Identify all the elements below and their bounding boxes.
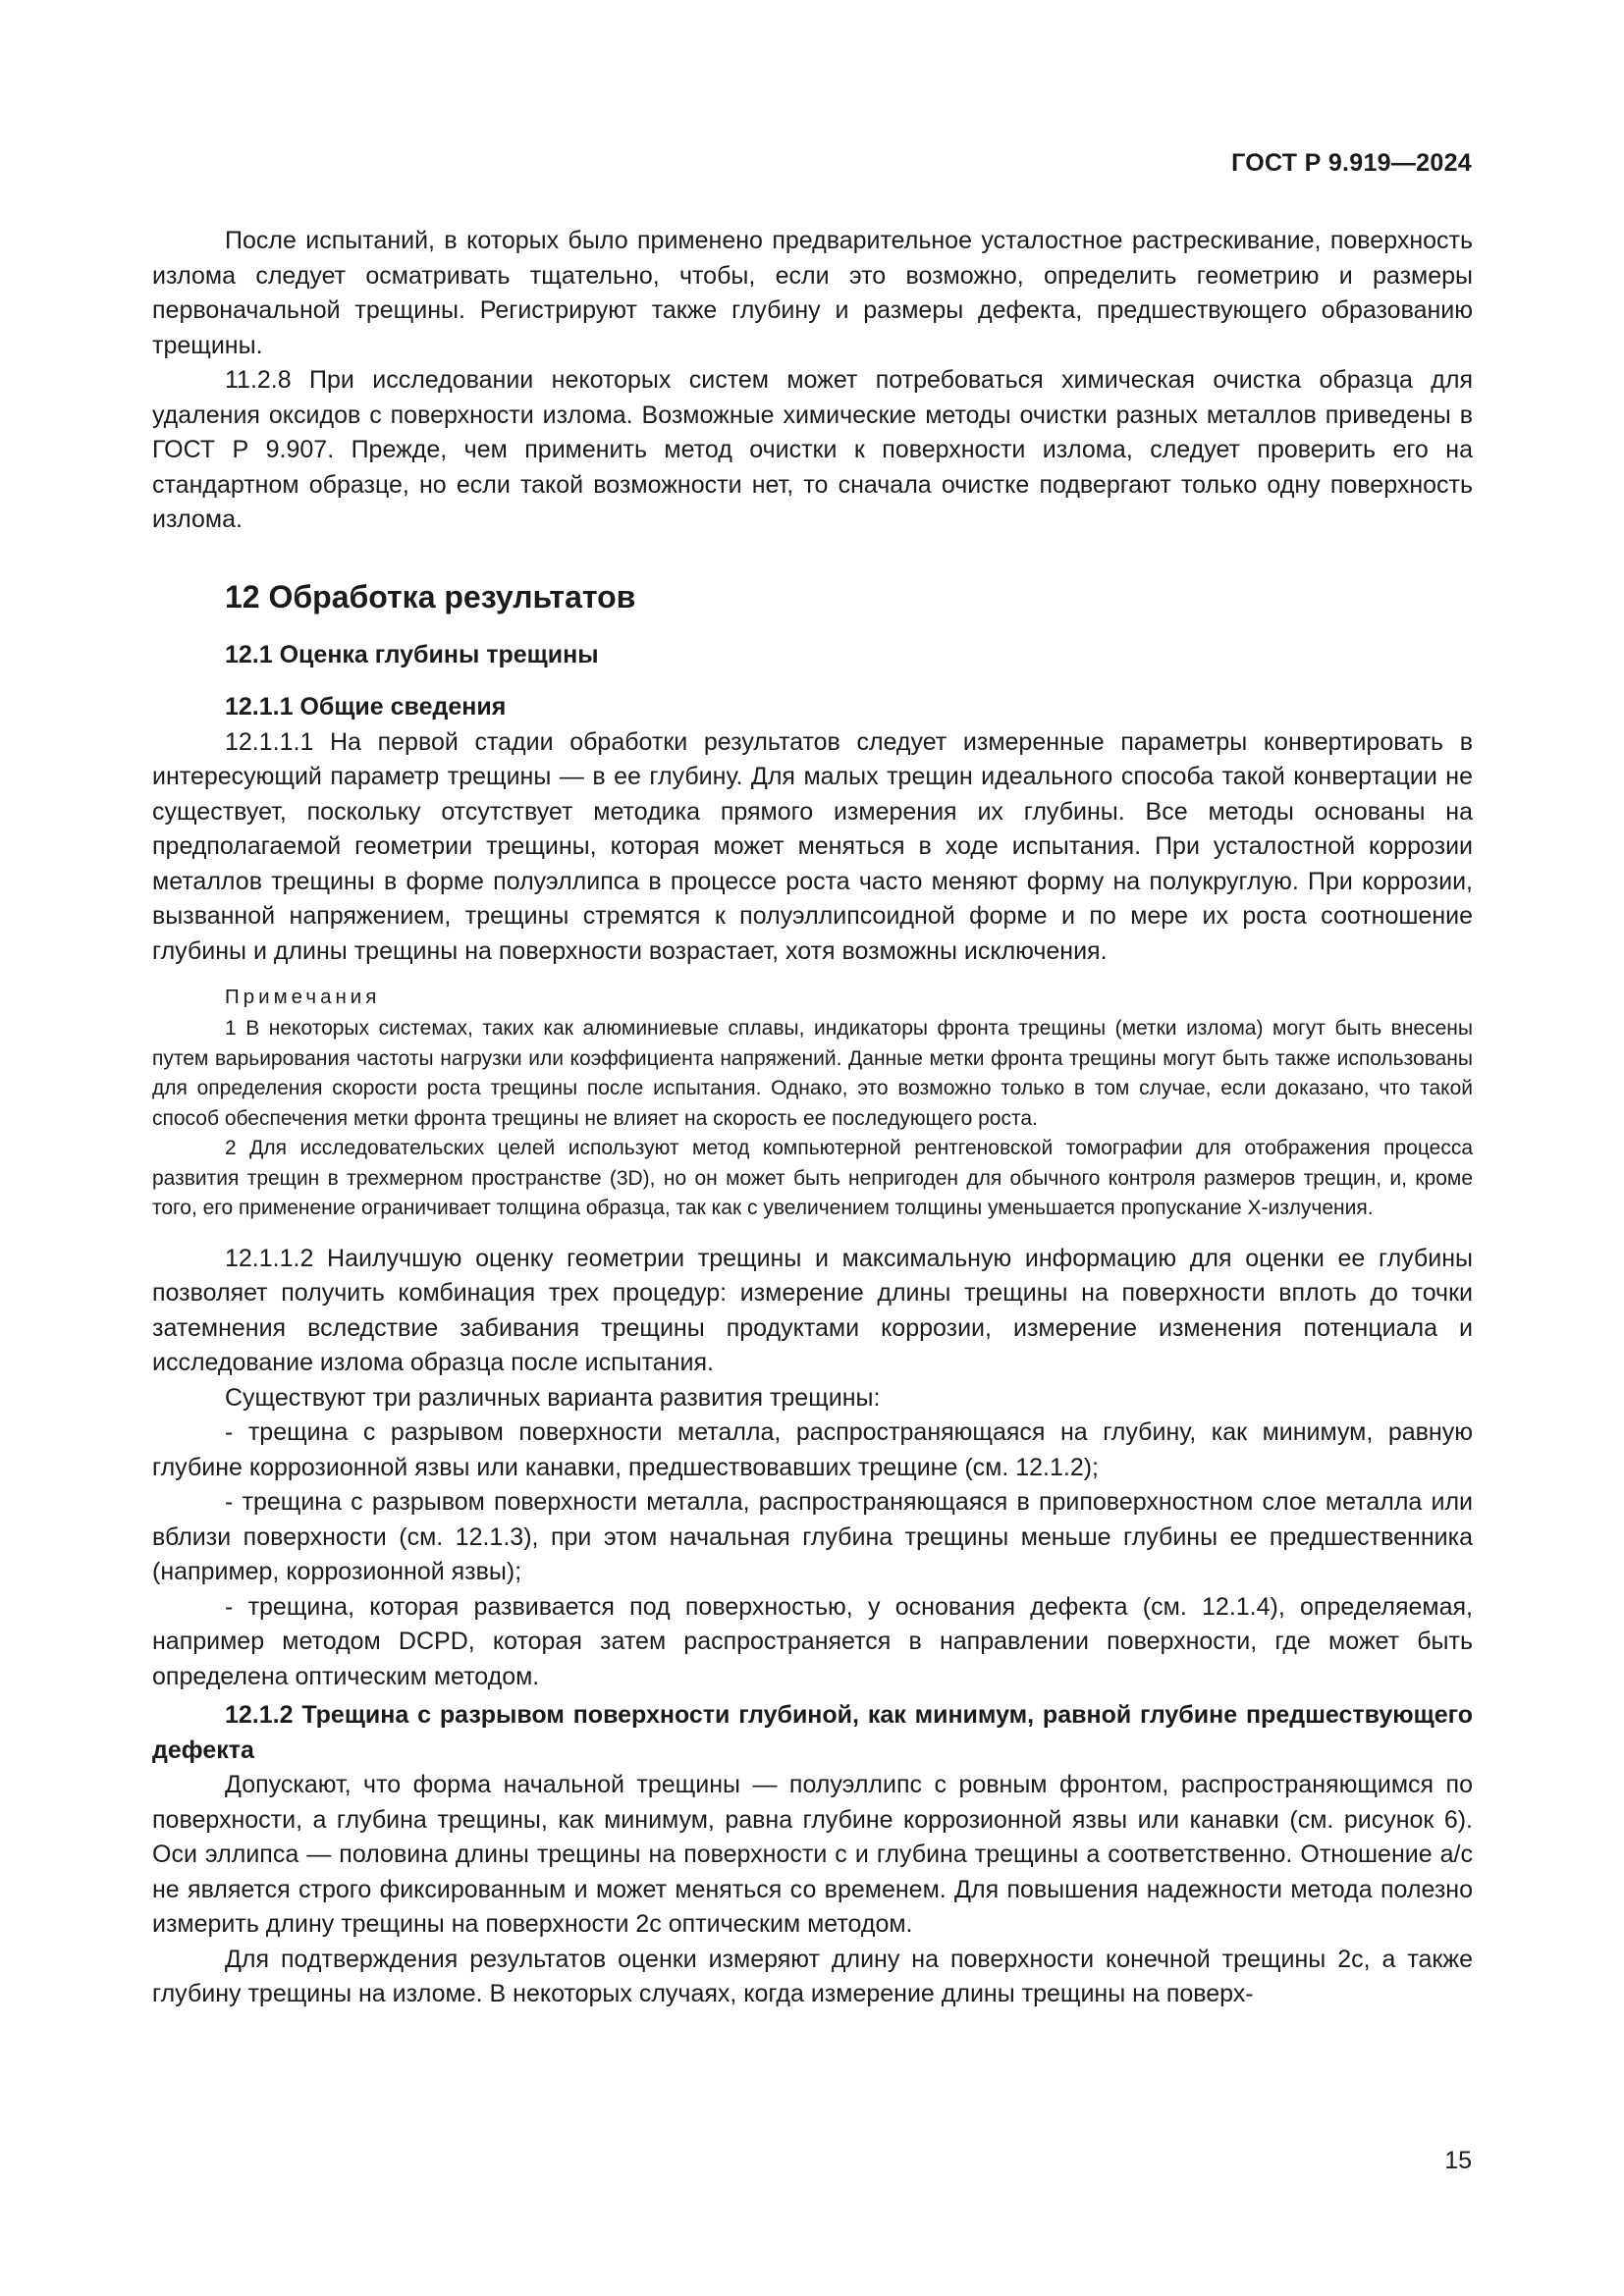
- document-code-header: ГОСТ Р 9.919—2024: [1231, 149, 1472, 177]
- paragraph-intro: После испытаний, в которых было применено предварительное усталостное растрескивание, поверхность излома следует осматривать тщательно, чтобы, если это возможно, определить геометрию и размеры первоначальной трещины. Регистрируют также глубину и размеры дефекта, предшествующего образованию трещины.: [152, 227, 1473, 359]
- variant-item-2: - трещина с разрывом поверхности металла, распространяющаяся в приповерхностном слое металла или вблизи поверхности (см. 12.1.3), при этом начальная глубина трещины меньше глубины ее предшественника (например, коррозионной язвы);: [152, 1488, 1473, 1585]
- paragraph-12-1-2-a: Допускают, что форма начальной трещины — полуэллипс с ровным фронтом, распространяющимся по поверхности, а глубина трещины, как минимум, равна глубине коррозионной язвы или канавки (см. рисунок 6). Оси эллипса — половина длины трещины на поверхности c и глубина трещины a соответственно. Отношение a/c не является строго фиксированным и может меняться со временем. Для повышения надежности метода полезно измерить длину трещины на поверхности 2c оптическим методом.: [152, 1771, 1473, 1938]
- notes-title: Примечания: [225, 986, 381, 1008]
- paragraph-11-2-8: 11.2.8 При исследовании некоторых систем может потребоваться химическая очистка образца для удаления оксидов с поверхности излома. Возможные химические методы очистки разных металлов приведены в ГОСТ Р 9.907. Прежде, чем применить метод очистки к поверхности излома, следует проверить его на стандартном образце, но если такой возможности нет, то сначала очистке подвергают только одну поверхность излома.: [152, 366, 1473, 533]
- variant-item-3: - трещина, которая развивается под поверхностью, у основания дефекта (см. 12.1.4), определяемая, например методом DCPD, которая затем распространяется в направлении поверхности, где может быть определена оптическим методом.: [152, 1592, 1473, 1690]
- subsection-heading-12-1-1: 12.1.1 Общие сведения: [225, 693, 507, 721]
- note-2: 2 Для исследовательских целей используют метод компьютерной рентгеновской томографии для отображения процесса развития трещин в трехмерном пространстве (3D), но он может быть непригоден для обычного контроля размеров трещин, и, кроме того, его применение ограничивает толщина образца, так как с увеличением толщины уменьшается пропускание Х-излучения.: [152, 1137, 1473, 1219]
- paragraph-variants-intro: Существуют три различных варианта развития трещины:: [225, 1383, 881, 1412]
- page-number: 15: [1444, 2147, 1472, 2174]
- note-1: 1 В некоторых системах, таких как алюминиевые сплавы, индикаторы фронта трещины (метки излома) могут быть внесены путем варьирования частоты нагрузки или коэффициента напряжений. Данные метки фронта трещины могут быть также использованы для определения скорости роста трещины после испытания. Однако, это возможно только в том случае, если доказано, что такой способ обеспечения метки фронта трещины не влияет на скорость ее последующего роста.: [152, 1017, 1473, 1130]
- paragraph-12-1-2-b: Для подтверждения результатов оценки измеряют длину на поверхности конечной трещины 2c, а также глубину трещины на изломе. В некоторых случаях, когда измерение длины трещины на поверх-: [152, 1945, 1473, 2007]
- subsection-heading-12-1: 12.1 Оценка глубины трещины: [225, 640, 599, 668]
- spacer: [152, 1224, 1473, 1242]
- variant-item-1: - трещина с разрывом поверхности металла, распространяющаяся на глубину, как минимум, равную глубине коррозионной язвы или канавки, предшествовавших трещине (см. 12.1.2);: [152, 1418, 1473, 1481]
- paragraph-12-1-1-2: 12.1.1.2 Наилучшую оценку геометрии трещины и максимальную информацию для оценки ее глубины позволяет получить комбинация трех процедур: измерение длины трещины на поверхности вплоть до точки затемнения вследствие забивания трещины продуктами коррозии, измерение изменения потенциала и исследование излома образца после испытания.: [152, 1244, 1473, 1376]
- page-content: [152, 224, 1473, 2012]
- paragraph-12-1-1-1: 12.1.1.1 На первой стадии обработки результатов следует измеренные параметры конвертировать в интересующий параметр трещины — в ее глубину. Для малых трещин идеального способа такой конвертации не существует, поскольку отсутствует методика прямого измерения их глубины. Все методы основаны на предполагаемой геометрии трещины, которая может меняться в ходе испытания. При усталостной коррозии металлов трещины в форме полуэллипса в процессе роста часто меняют форму на полукруглую. При коррозии, вызванной напряжением, трещины стремятся к полуэллипсоидной форме и по мере их роста соотношение глубины и длины трещины на поверхности возрастает, хотя возможны исключения.: [152, 727, 1473, 965]
- section-heading-12: 12 Обработка результатов: [225, 578, 636, 614]
- subsection-heading-12-1-2: 12.1.2 Трещина с разрывом поверхности глубиной, как минимум, равной глубине предшествующего дефекта: [152, 1701, 1473, 1764]
